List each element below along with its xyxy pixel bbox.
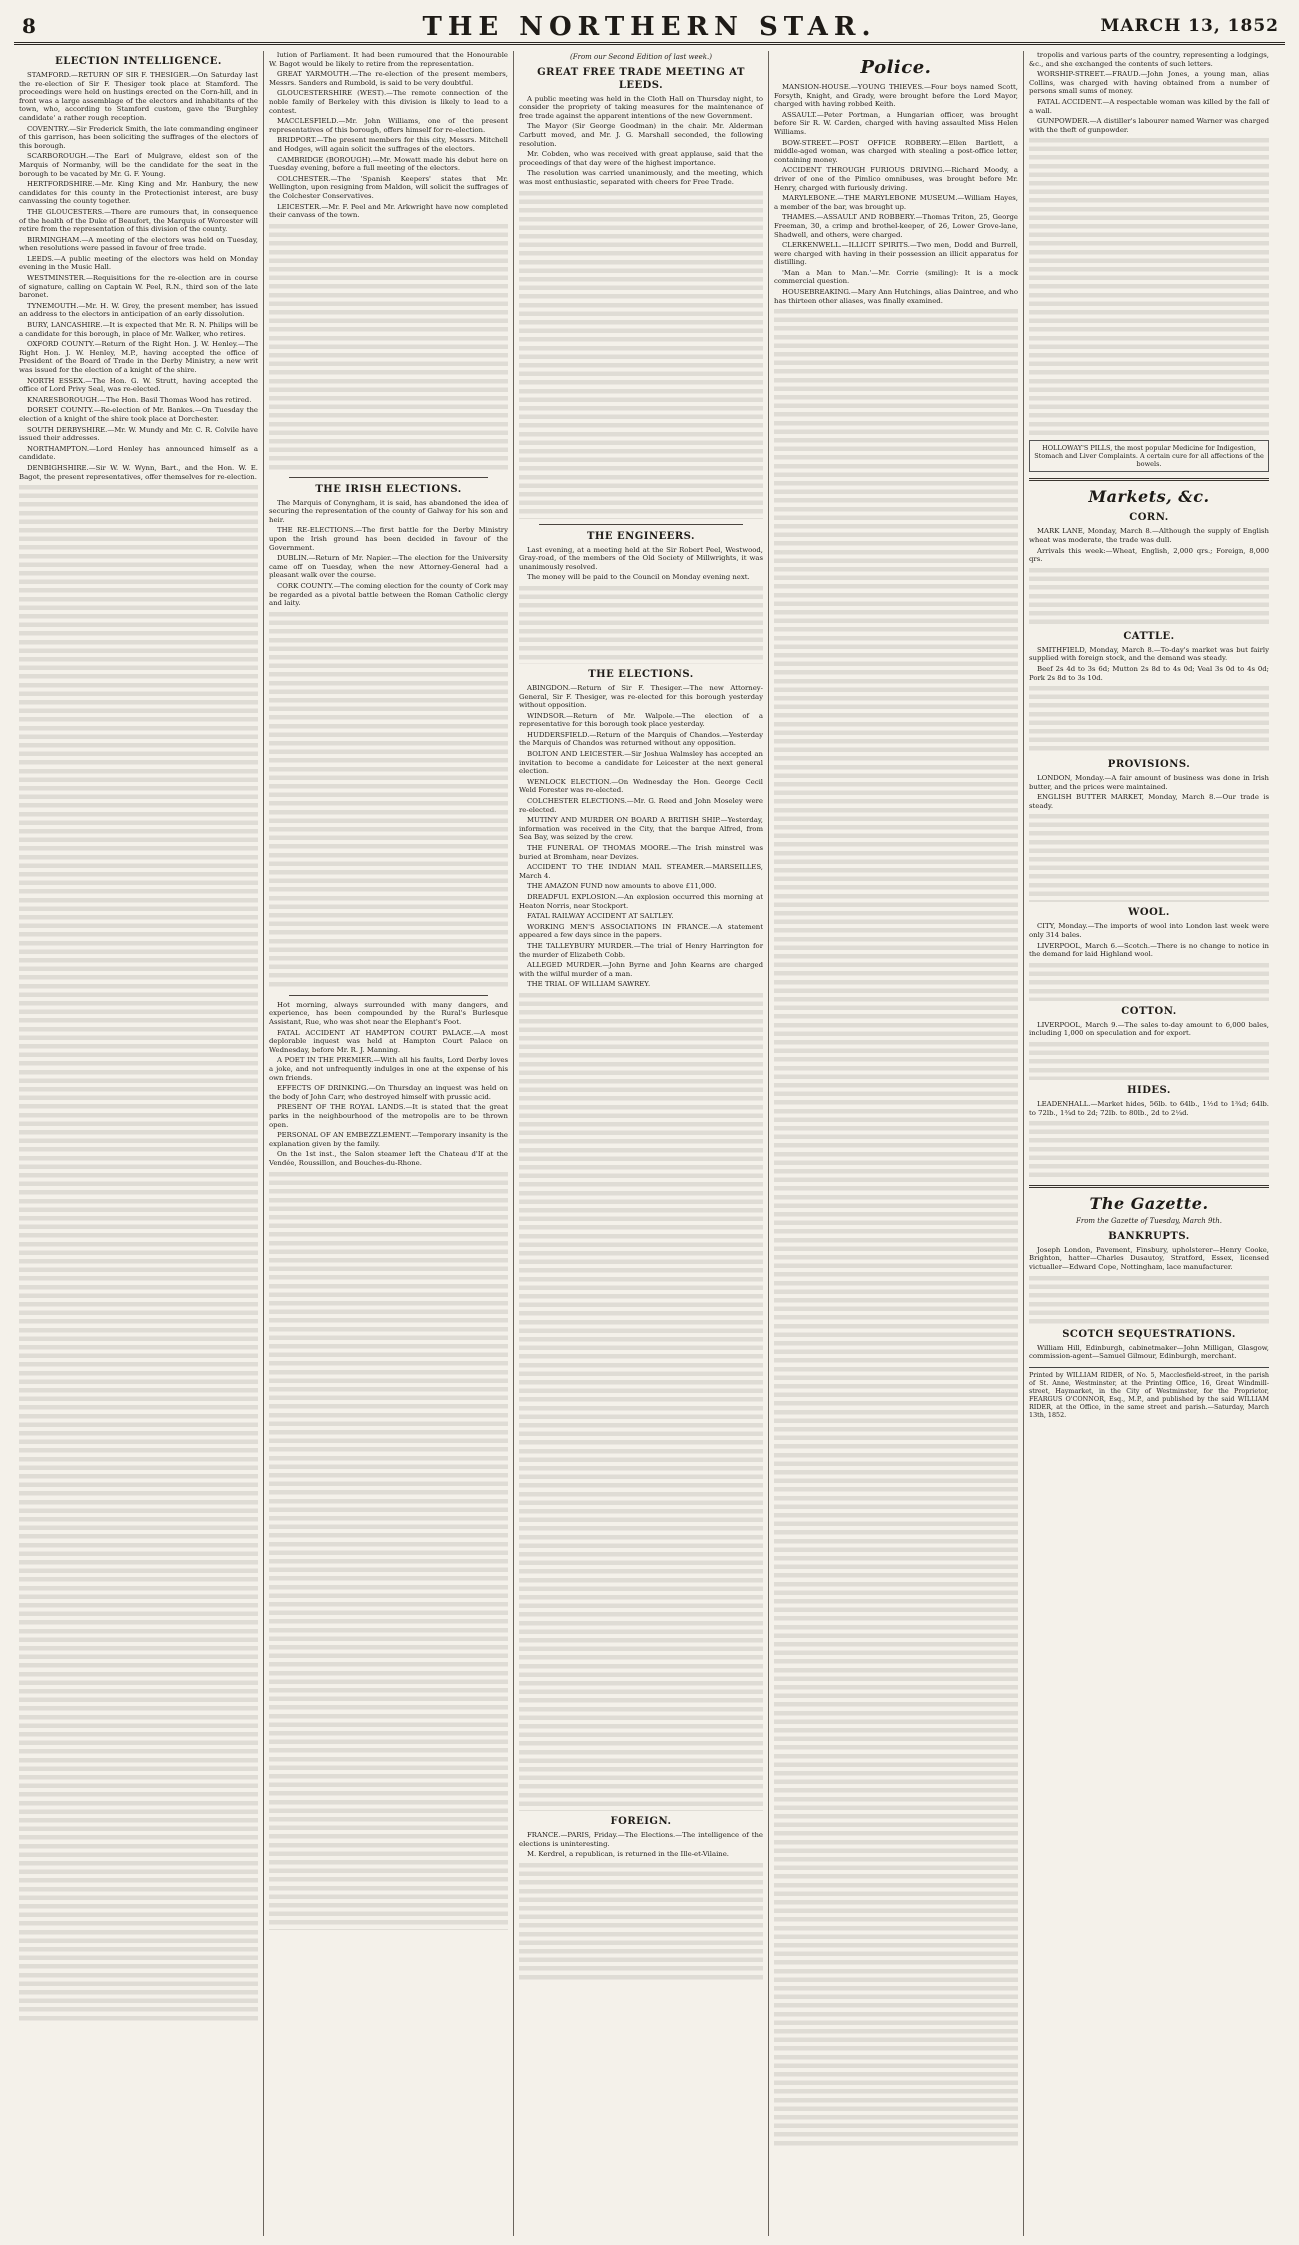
- paragraph: CORK COUNTY.—The coming election for the county of Cork may be regarded as a pivotal battle between the Roman Catholic clergy and laity.: [269, 582, 508, 608]
- text-block: [1029, 1119, 1269, 1179]
- divider: [539, 524, 743, 525]
- paragraph: MARYLEBONE.—THE MARYLEBONE MUSEUM.—William Hayes, a member of the bar, was brought up.: [774, 194, 1018, 211]
- paragraph: The money will be paid to the Council on Monday evening next.: [527, 573, 750, 582]
- gazette-subtitle: From the Gazette of Tuesday, March 9th.: [1076, 1217, 1222, 1226]
- paragraph: tropolis and various parts of the country, representing a lodgings, &c., and she exchanged the contents of such letters.: [1029, 51, 1269, 68]
- text-block: [1029, 136, 1269, 436]
- section-heading: ELECTION INTELLIGENCE.: [55, 56, 222, 67]
- paragraph: ENGLISH BUTTER MARKET, Monday, March 8.—Our trade is steady.: [1029, 793, 1269, 810]
- paragraph: MANSION-HOUSE.—YOUNG THIEVES.—Four boys named Scott, Forsyth, Knight, and Grady, were brought before the Lord Mayor, charged with having robbed Keith.: [774, 83, 1018, 109]
- paragraph: ABINGDON.—Return of Sir F. Thesiger.—The new Attorney-General, Sir F. Thesiger, was re-elected for this borough yesterday without opposition.: [519, 683, 763, 710]
- paragraph: MACCLESFIELD.—Mr. John Williams, one of the present representatives of this borough, offers himself for re-election.: [269, 117, 508, 134]
- paragraph: TYNEMOUTH.—Mr. H. W. Grey, the present member, has issued an address to the electors in anticipation of an early dissolution.: [19, 301, 258, 319]
- article-body: [269, 51, 508, 220]
- paragraph: THE GLOUCESTERS.—There are rumours that, in consequence of the health of the Duke of Beaufort, the Marquis of Worcester will retire from the representation of this division of the county.: [19, 207, 258, 234]
- paragraph: THAMES.—ASSAULT AND ROBBERY.—Thomas Triton, 25, George Freeman, 30, a crimp and brothel-keeper, of 26, Lower Grove-lane, Shadwell, and others, were charged.: [774, 213, 1018, 239]
- paragraph: WESTMINSTER.—Requisitions for the re-election are in course of signature, calling on Captain W. Peel, R.N., third son of the late baronet.: [19, 274, 258, 300]
- article-body: [1029, 1100, 1269, 1117]
- section-heading: The Gazette.: [1089, 1194, 1209, 1214]
- paragraph: On the 1st inst., the Salon steamer left the Chateau d'If at the Vendée, Roussillon, and Bouches-du-Rhone.: [269, 1150, 508, 1167]
- paragraph: WORSHIP-STREET.—FRAUD.—John Jones, a young man, alias Collins, was charged with having obtained from a number of persons small sums of money.: [1029, 70, 1269, 96]
- paragraph: ALLEGED MURDER.—John Byrne and John Kearns are charged with the wilful murder of a man.: [519, 961, 763, 978]
- subsection-heading: CORN.: [1129, 512, 1169, 524]
- newspaper-title: THE NORTHERN STAR.: [422, 12, 877, 42]
- paragraph: HOUSEBREAKING.—Mary Ann Hutchings, alias Daintree, and who has thirteen other aliases, was finally examined.: [774, 288, 1018, 305]
- article-body: [1029, 646, 1269, 682]
- paragraph: COLCHESTER ELECTIONS.—Mr. G. Reed and John Moseley were re-elected.: [519, 797, 763, 814]
- section-heading: Police.: [860, 57, 932, 78]
- paragraph: CITY, Monday.—The imports of wool into London last week were only 314 bales.: [1029, 922, 1269, 940]
- paragraph: NORTH ESSEX.—The Hon. G. W. Strutt, having accepted the office of Lord Privy Seal, was re-elected.: [19, 376, 258, 394]
- paragraph: EFFECTS OF DRINKING.—On Thursday an inquest was held on the body of John Carr, who destroyed himself with prussic acid.: [269, 1084, 508, 1101]
- subsection-heading: WOOL.: [1128, 907, 1170, 919]
- paragraph: 'Man a Man to Man.'—Mr. Corrie (smiling): It is a mock commercial question.: [774, 268, 1018, 286]
- paragraph: ACCIDENT TO THE INDIAN MAIL STEAMER.—MARSEILLES, March 4.: [519, 863, 763, 880]
- paragraph: The Mayor (Sir George Goodman) in the chair. Mr. Alderman Carbutt moved, and Mr. J. G. Marshall seconded, the following resolution.: [519, 122, 763, 148]
- page-number: 8: [22, 14, 36, 38]
- paragraph: THE RE-ELECTIONS.—The first battle for the Derby Ministry upon the Irish ground has been decided in favour of the Government.: [269, 526, 508, 552]
- article-body: [1029, 1021, 1269, 1038]
- columns: [14, 51, 1285, 2236]
- article-body: [1029, 1344, 1269, 1361]
- divider: [1029, 1185, 1269, 1188]
- article-body: [519, 95, 763, 187]
- paragraph: DORSET COUNTY.—Re-election of Mr. Bankes.—On Tuesday the election of a knight of the shire took place at Dorchester.: [19, 406, 258, 423]
- subsection-heading: SCOTCH SEQUESTRATIONS.: [1062, 1328, 1236, 1340]
- paragraph: DENBIGHSHIRE.—Sir W. W. Wynn, Bart., and the Hon. W. E. Bagot, the present representatives, offer themselves for re-election.: [19, 463, 258, 481]
- paragraph: BIRMINGHAM.—A meeting of the electors was held on Tuesday, when resolutions were passed in favour of free trade.: [19, 235, 258, 253]
- paragraph: LONDON, Monday.—A fair amount of business was done in Irish butter, and the prices were maintained.: [1029, 774, 1269, 791]
- paragraph: MARK LANE, Monday, March 8.—Although the supply of English wheat was moderate, the trade was dull.: [1029, 527, 1269, 544]
- article-body: [19, 71, 258, 481]
- paragraph: OXFORD COUNTY.—Return of the Right Hon. J. W. Henley.—The Right Hon. J. W. Henley, M.P., having accepted the office of President of the Board of Trade in the Derby Ministry, a new writ was issued for the election of a knight of the shire.: [19, 340, 258, 374]
- paragraph: LIVERPOOL, March 9.—The sales to-day amount to 6,000 bales, including 1,000 on speculation and for export.: [1029, 1020, 1269, 1038]
- paragraph: HUDDERSFIELD.—Return of the Marquis of Chandos.—Yesterday the Marquis of Chandos was returned without any opposition.: [519, 730, 763, 748]
- masthead: [14, 10, 1285, 45]
- paragraph: THE FUNERAL OF THOMAS MOORE.—The Irish minstrel was buried at Bromham, near Devizes.: [519, 844, 763, 861]
- paragraph: Arrivals this week:—Wheat, English, 2,000 qrs.; Foreign, 8,000 qrs.: [1029, 546, 1269, 564]
- column-leeds-meeting: [514, 51, 769, 2236]
- paragraph: LIVERPOOL, March 6.—Scotch.—There is no change to notice in the demand for laid Highland wool.: [1029, 941, 1269, 959]
- paragraph: BRIDPORT.—The present members for this city, Messrs. Mitchell and Hodges, will again solicit the suffrages of the electors.: [269, 136, 508, 153]
- text-block: [1029, 1274, 1269, 1324]
- subsection-heading: CATTLE.: [1123, 630, 1175, 642]
- article-body: [1029, 1246, 1269, 1272]
- subsection-heading: BANKRUPTS.: [1108, 1230, 1190, 1242]
- advertisement: HOLLOWAY'S PILLS, the most popular Medicine for Indigestion, Stomach and Liver Complaints. A certain cure for all affections of the bowels.: [1029, 440, 1269, 472]
- paragraph: GUNPOWDER.—A distiller's labourer named Warner was charged with the theft of gunpowder.: [1029, 117, 1269, 134]
- paragraph: LEEDS.—A public meeting of the electors was held on Monday evening in the Music Hall.: [19, 254, 258, 272]
- paragraph: CLERKENWELL.—ILLICIT SPIRITS.—Two men, Dodd and Burrell, were charged with having in their possession an illicit apparatus for distilling.: [774, 241, 1018, 267]
- column-elections-continued: [264, 51, 514, 2236]
- paragraph: BURY, LANCASHIRE.—It is expected that Mr. R. N. Philips will be a candidate for this borough, in place of Mr. Walker, who retires.: [19, 321, 258, 338]
- text-block: [269, 222, 508, 472]
- subsection-heading: COTTON.: [1121, 1005, 1177, 1017]
- text-block: [1029, 1040, 1269, 1080]
- paragraph: STAMFORD.—RETURN OF SIR F. THESIGER.—On Saturday last the re-election of Sir F. Thesiger took place at Stamford. The proceedings were held on hustings erected on the Corn-hill, and in front was a large assemblage of the electors and inhabitants of the town, who, according to Stamford custom, gave the 'Burghley candidate' a rather rough reception.: [19, 71, 258, 122]
- article-body: [774, 83, 1018, 305]
- paragraph: FATAL ACCIDENT AT HAMPTON COURT PALACE.—A most deplorable inquest was held at Hampton Court Palace on Wednesday, before Mr. R. J. Manning.: [269, 1028, 508, 1054]
- paragraph: Hot morning, always surrounded with many dangers, and experience, has been compounded by the Rural's Burlesque Assistant, Rue, who was shot near the Elephant's Foot.: [269, 1000, 508, 1026]
- edition-note: (From our Second Edition of last week.): [570, 53, 712, 61]
- paragraph: COLCHESTER.—The 'Spanish Keepers' states that Mr. Wellington, upon resigning from Maldon, will solicit the suffrages of the Colchester Conservatives.: [269, 174, 508, 200]
- paragraph: The resolution was carried unanimously, and the meeting, which was most enthusiastic, separated with cheers for Free Trade.: [519, 169, 763, 186]
- text-block: [269, 610, 508, 990]
- paragraph: A POET IN THE PREMIER.—With all his faults, Lord Derby loves a joke, and not unfrequently indulges in one at the expense of his own friends.: [269, 1056, 508, 1082]
- article-body: [1029, 922, 1269, 958]
- section-heading: THE ELECTIONS.: [588, 668, 694, 680]
- divider: [1029, 478, 1269, 481]
- paragraph: WENLOCK ELECTION.—On Wednesday the Hon. George Cecil Weld Forester was re-elected.: [519, 777, 763, 795]
- paragraph: BOLTON AND LEICESTER.—Sir Joshua Walmsley has accepted an invitation to become a candidate for Leicester at the next general election.: [519, 750, 763, 776]
- paragraph: lution of Parliament. It had been rumoured that the Honourable W. Bagot would be likely to retire from the representation.: [269, 51, 508, 68]
- paragraph: WINDSOR.—Return of Mr. Walpole.—The election of a representative for this borough took place yesterday.: [519, 711, 763, 729]
- paragraph: ASSAULT.—Peter Portman, a Hungarian officer, was brought before Sir R. W. Carden, charged with having assaulted Miss Helen Williams.: [774, 110, 1018, 136]
- article-body: [519, 546, 763, 582]
- paragraph: Mr. Cobden, who was received with great applause, said that the proceedings of that day were of the highest importance.: [519, 150, 763, 167]
- article-body: [519, 684, 763, 989]
- paragraph: PERSONAL OF AN EMBEZZLEMENT.—Temporary insanity is the explanation given by the family.: [269, 1131, 508, 1148]
- paragraph: DUBLIN.—Return of Mr. Napier.—The election for the University came off on Tuesday, when the new Attorney-General had a pleasant walk over the course.: [269, 554, 508, 580]
- text-block: [774, 307, 1018, 2147]
- text-block: [519, 584, 763, 664]
- paragraph: GLOUCESTERSHIRE (WEST).—The remote connection of the noble family of Berkeley with this division is likely to lead to a contest.: [269, 89, 508, 115]
- paragraph: PRESENT OF THE ROYAL LANDS.—It is stated that the great parks in the neighbourhood of the metropolis are to be thrown open.: [269, 1103, 508, 1129]
- paragraph: THE AMAZON FUND now amounts to above £11,000.: [527, 882, 717, 891]
- issue-date: MARCH 13, 1852: [1100, 16, 1279, 36]
- paragraph: THE TRIAL OF WILLIAM SAWREY.: [527, 980, 651, 989]
- article-body: [269, 1001, 508, 1168]
- section-heading: THE ENGINEERS.: [586, 530, 695, 542]
- printer-imprint: Printed by WILLIAM RIDER, of No. 5, Macclesfield-street, in the parish of St. Anne, Westminster, at the Printing Office, 16, Great Windmill-street, Haymarket, in the City of Westminster, for the Proprietor, FEARGUS O'CONNOR, Esq., M.P., and published by the said WILLIAM RIDER, at the Office, in the same street and parish.—Saturday, March 13th, 1852.: [1029, 1367, 1269, 1419]
- section-heading: Markets, &c.: [1088, 487, 1210, 507]
- paragraph: GREAT YARMOUTH.—The re-election of the present members, Messrs. Sanders and Rumbold, is said to be very doubtful.: [269, 70, 508, 87]
- paragraph: FATAL ACCIDENT.—A respectable woman was killed by the fall of a wall.: [1029, 97, 1269, 115]
- text-block: [1029, 961, 1269, 1001]
- paragraph: BOW-STREET.—POST OFFICE ROBBERY.—Ellen Bartlett, a middle-aged woman, was charged with stealing a post-office letter, containing money.: [774, 138, 1018, 164]
- column-police: [769, 51, 1024, 2236]
- paragraph: CAMBRIDGE (BOROUGH).—Mr. Mowatt made his debut here on Tuesday evening, before a full meeting of the electors.: [269, 155, 508, 173]
- column-markets-gazette: [1024, 51, 1274, 2236]
- paragraph: SMITHFIELD, Monday, March 8.—To-day's market was but fairly supplied with foreign stock, and the demand was steady.: [1029, 645, 1269, 663]
- article-body: [519, 1831, 763, 1859]
- paragraph: WORKING MEN'S ASSOCIATIONS IN FRANCE.—A statement appeared a few days since in the papers.: [519, 922, 763, 940]
- paragraph: FATAL RAILWAY ACCIDENT AT SALTLEY.: [527, 912, 674, 921]
- subsection-heading: HIDES.: [1127, 1085, 1171, 1097]
- paragraph: HERTFORDSHIRE.—Mr. King King and Mr. Hanbury, the new candidates for this county in the Protectionist interest, are busy canvassing the county together.: [19, 180, 258, 206]
- paragraph: Joseph London, Pavement, Finsbury, upholsterer—Henry Cooke, Brighton, hatter—Charles Dusautoy, Stratford, Essex, licensed victualler—Edward Cope, Nottingham, lace manufacturer.: [1029, 1245, 1269, 1271]
- section-heading: GREAT FREE TRADE MEETING AT LEEDS.: [537, 66, 745, 91]
- text-block: [1029, 812, 1269, 902]
- paragraph: KNARESBOROUGH.—The Hon. Basil Thomas Wood has retired.: [27, 395, 252, 404]
- paragraph: William Hill, Edinburgh, cabinetmaker—John Milligan, Glasgow, commission-agent—Samuel Gilmour, Edinburgh, merchant.: [1029, 1343, 1269, 1361]
- paragraph: SOUTH DERBYSHIRE.—Mr. W. Mundy and Mr. C. R. Colvile have issued their addresses.: [19, 425, 258, 443]
- paragraph: SCARBOROUGH.—The Earl of Mulgrave, eldest son of the Marquis of Normanby, will be the candidate for the seat in the borough to be vacated by Mr. G. F. Young.: [19, 152, 258, 178]
- subsection-heading: PROVISIONS.: [1107, 759, 1191, 771]
- section-heading: FOREIGN.: [610, 1815, 672, 1827]
- text-block: [519, 991, 763, 1811]
- paragraph: THE TALLEYBURY MURDER.—The trial of Henry Harrington for the murder of Elizabeth Cobb.: [519, 941, 763, 959]
- paragraph: Beef 2s 4d to 3s 6d; Mutton 2s 8d to 4s 0d; Veal 3s 0d to 4s 0d; Pork 2s 8d to 3s 10d.: [1029, 664, 1269, 682]
- divider: [289, 477, 488, 478]
- section-heading: THE IRISH ELECTIONS.: [315, 483, 462, 495]
- column-election-intelligence: [14, 51, 264, 2236]
- paragraph: The Marquis of Conyngham, it is said, has abandoned the idea of securing the representation of the county of Galway for his son and heir.: [269, 498, 508, 524]
- article-body: [269, 499, 508, 608]
- paragraph: LEADENHALL.—Market hides, 56lb. to 64lb., 1½d to 1¾d; 64lb. to 72lb., 1¾d to 2d; 72lb. to 80lb., 2d to 2¼d.: [1029, 1100, 1269, 1117]
- divider: [289, 995, 488, 996]
- article-body: [1029, 527, 1269, 563]
- text-block: [1029, 684, 1269, 754]
- text-block: [19, 483, 258, 2023]
- text-block: [519, 189, 763, 519]
- paragraph: ACCIDENT THROUGH FURIOUS DRIVING.—Richard Moody, a driver of one of the Pimlico omnibuses, was brought before Mr. Henry, charged with furiously driving.: [774, 166, 1018, 192]
- paragraph: NORTHAMPTON.—Lord Henley has announced himself as a candidate.: [19, 444, 258, 462]
- article-body: [1029, 774, 1269, 810]
- paragraph: DREADFUL EXPLOSION.—An explosion occurred this morning at Heaton Norris, near Stockport.: [519, 892, 763, 910]
- text-block: [519, 1861, 763, 1981]
- article-body: [1029, 51, 1269, 134]
- text-block: [269, 1170, 508, 1930]
- text-block: [1029, 566, 1269, 626]
- paragraph: LEICESTER.—Mr. F. Peel and Mr. Arkwright have now completed their canvass of the town.: [269, 202, 508, 220]
- paragraph: MUTINY AND MURDER ON BOARD A BRITISH SHIP.—Yesterday, information was received in the City, that the barque Alfred, from Sea Bay, was seized by the crew.: [519, 816, 763, 842]
- paragraph: COVENTRY.—Sir Frederick Smith, the late commanding engineer of this garrison, has been soliciting the suffrages of the electors of this borough.: [19, 124, 258, 150]
- paragraph: Last evening, at a meeting held at the Sir Robert Peel, Westwood, Gray-road, of the members of the Old Society of Millwrights, it was unanimously resolved.: [519, 545, 763, 571]
- paragraph: M. Kerdrel, a republican, is returned in the Ille-et-Vilaine.: [527, 1850, 729, 1859]
- paragraph: A public meeting was held in the Cloth Hall on Thursday night, to consider the propriety of taking measures for the maintenance of free trade against the apparent intentions of the new Government.: [519, 94, 763, 120]
- paragraph: FRANCE.—PARIS, Friday.—The Elections.—The intelligence of the elections is uninteresting.: [519, 1830, 763, 1848]
